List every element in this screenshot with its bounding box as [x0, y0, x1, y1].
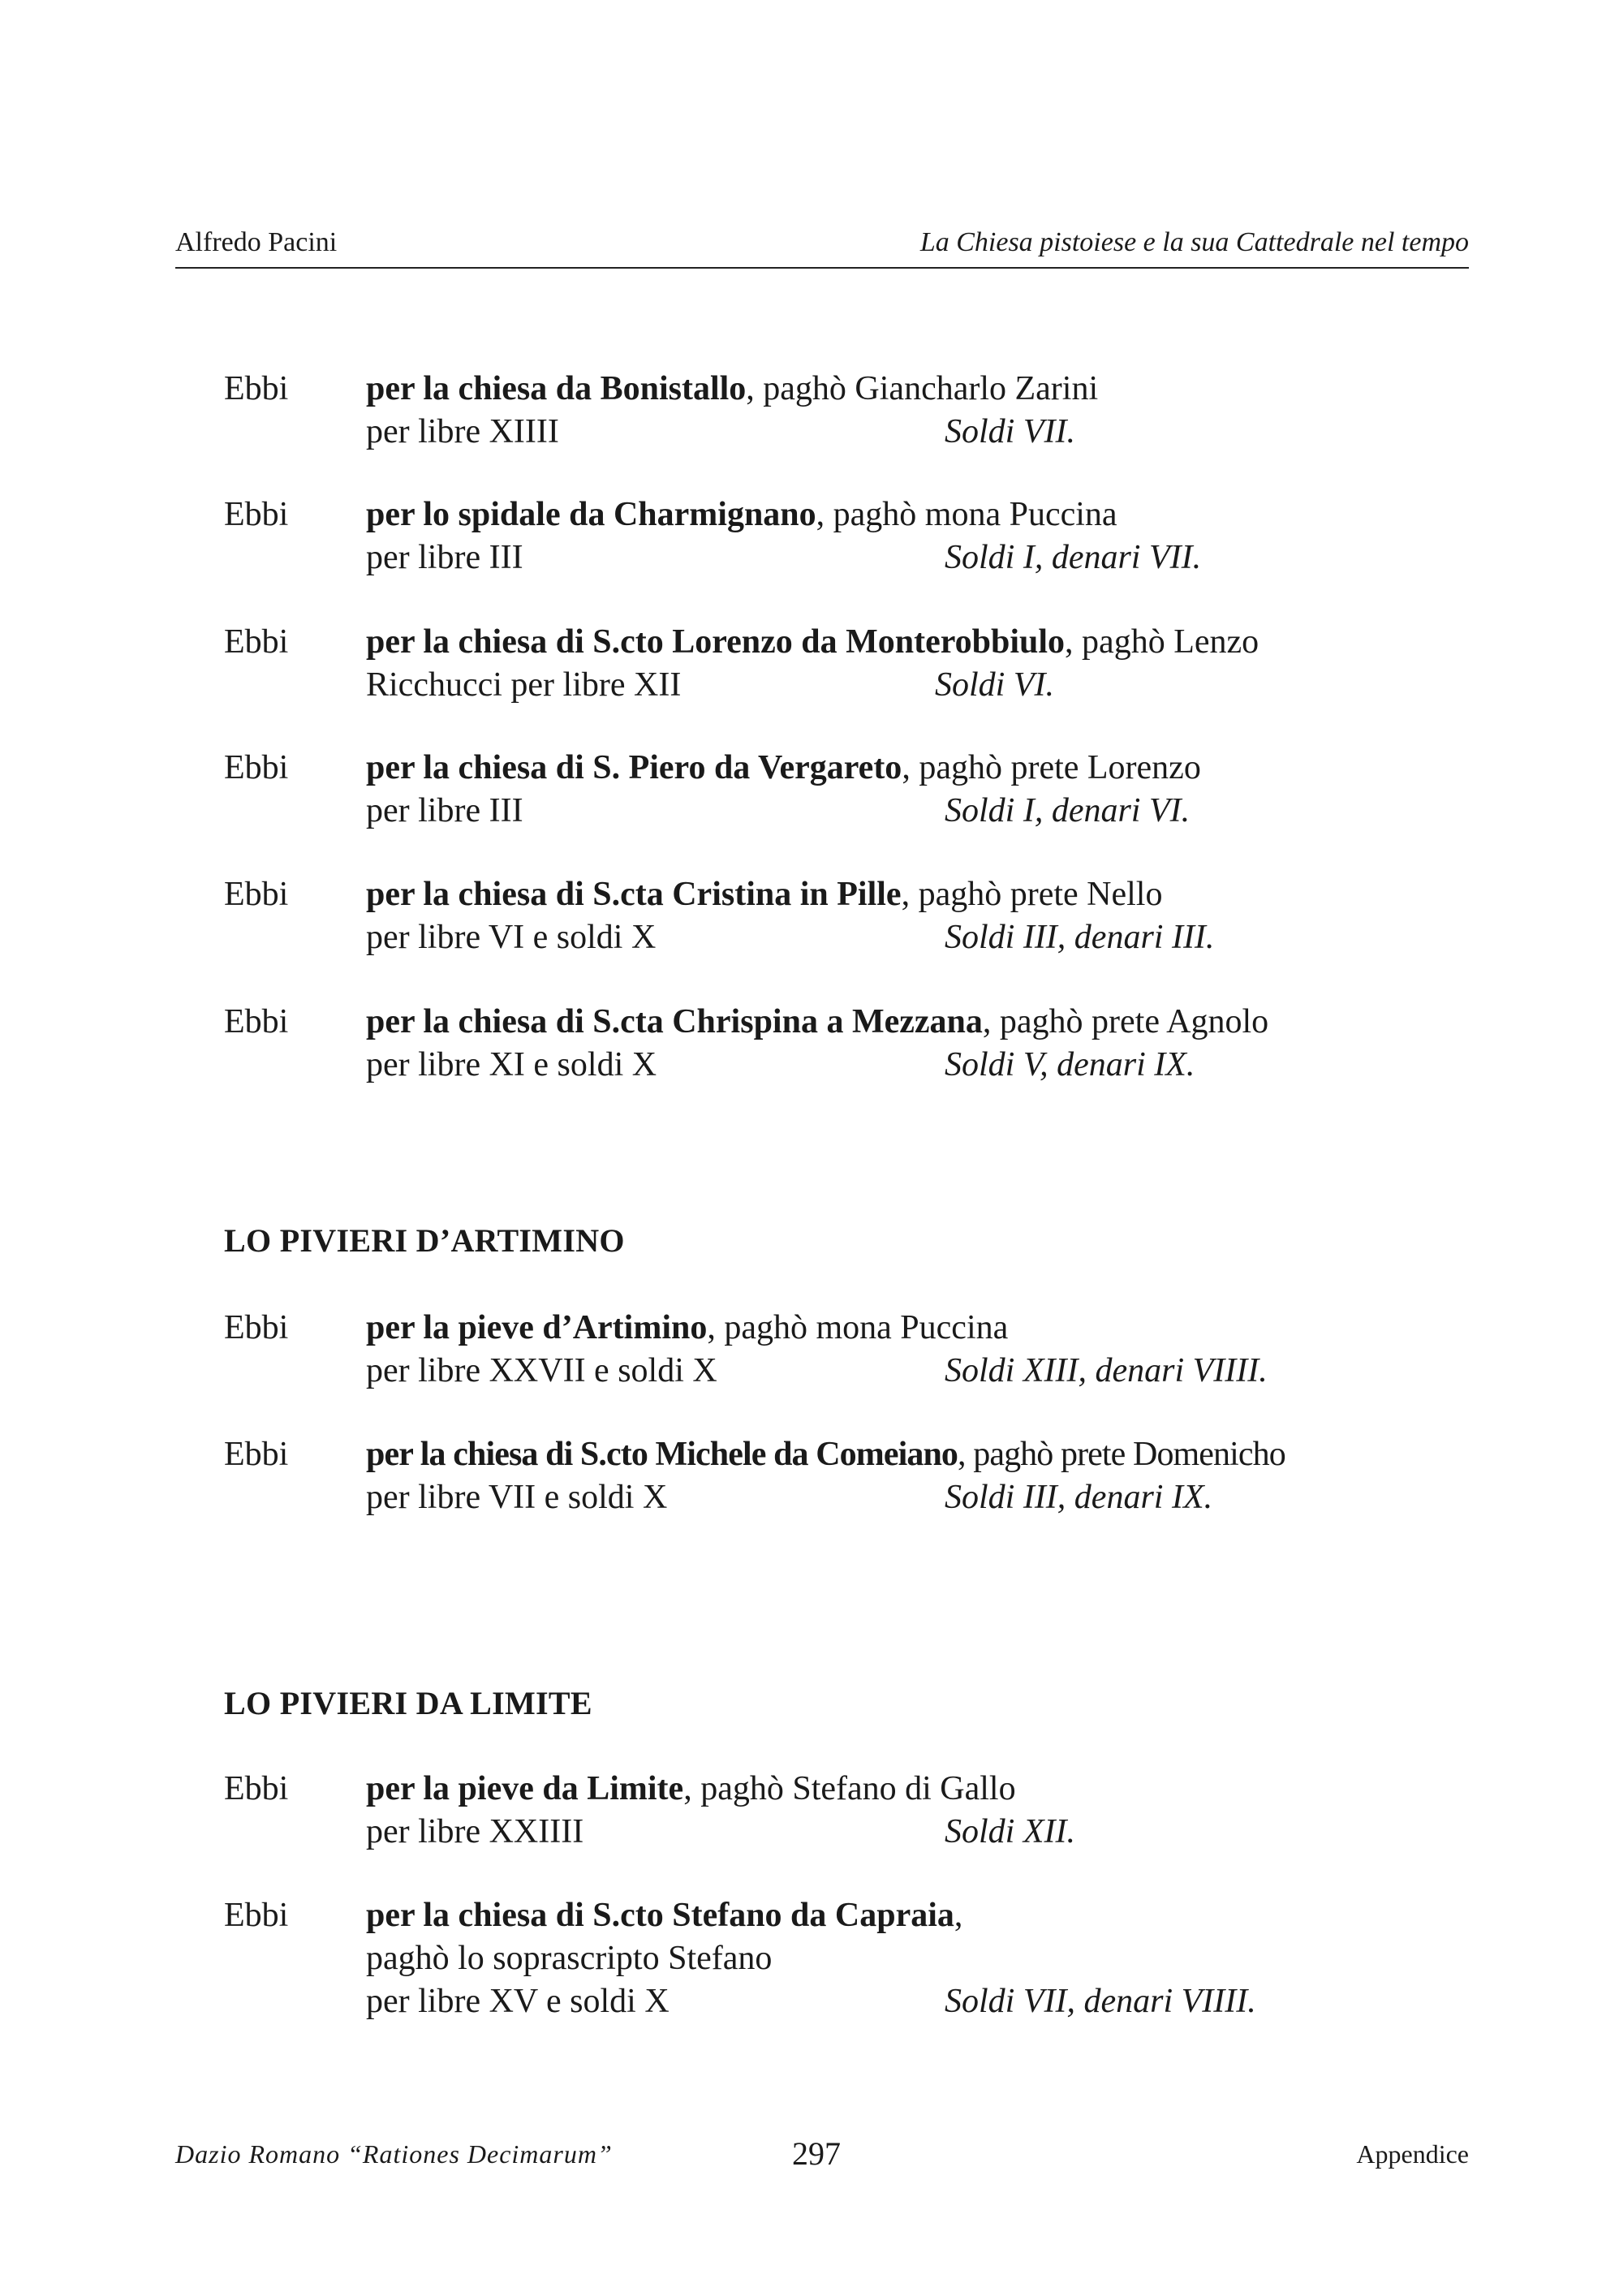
entry-rest-text: , paghò Lenzo: [1065, 623, 1259, 661]
entry-amount: Soldi VII.: [945, 413, 1075, 450]
entry-bold-text: per la chiesa di S.cto Michele da Comeiano: [366, 1436, 958, 1473]
entry-label: Ebbi: [224, 496, 289, 533]
page-number: 297: [792, 2135, 841, 2172]
entry-bold-text: per la pieve da Limite: [366, 1770, 684, 1807]
entry-bold-text: per la pieve d’Artimino: [366, 1309, 708, 1346]
entry-line-2: per libre VII e soldi X: [366, 1479, 668, 1516]
entry-amount: Soldi VI.: [935, 666, 1054, 704]
entry-line-1: [366, 1769, 1016, 1808]
header-title: La Chiesa pistoiese e la sua Cattedrale nel tempo: [919, 227, 1469, 257]
entry-line-2: per libre XXIIII: [366, 1813, 584, 1850]
entry-line-2: per libre VI e soldi X: [366, 919, 657, 956]
entry-rest-text: , paghò mona Puccina: [707, 1309, 1009, 1346]
entry-amount: Soldi XII.: [945, 1813, 1075, 1850]
entry-rest-text: , paghò mona Puccina: [816, 496, 1117, 533]
entry-label: Ebbi: [224, 876, 289, 913]
entry-bold-text: per lo spidale da Charmignano: [366, 496, 816, 533]
entry-amount: Soldi VII, denari VIIII.: [945, 1983, 1256, 2020]
entry-line-2: per libre III: [366, 539, 523, 576]
footer-section: Appendice: [1356, 2139, 1469, 2169]
entry-line-1: [366, 495, 1117, 534]
entry-line-2: per libre XI e soldi X: [366, 1046, 657, 1083]
entry-rest-text: , paghò prete Nello: [901, 876, 1163, 913]
entry-amount: Soldi XIII, denari VIIII.: [945, 1352, 1268, 1389]
entry-line-2: per libre XXVII e soldi X: [366, 1352, 717, 1389]
entry-amount: Soldi I, denari VII.: [945, 539, 1202, 576]
entry-line-1: [366, 369, 1098, 408]
entry-amount: Soldi I, denari VI.: [945, 792, 1191, 829]
entry-label: Ebbi: [224, 1309, 289, 1346]
page-header: [175, 227, 1469, 268]
header-author: Alfredo Pacini: [175, 227, 338, 257]
entry-line-3: per libre XV e soldi X: [366, 1983, 670, 2020]
entry-label: Ebbi: [224, 1003, 289, 1040]
entry-rest-text: , paghò prete Domenicho: [958, 1436, 1285, 1473]
entry-label: Ebbi: [224, 749, 289, 786]
entry-label: Ebbi: [224, 1897, 289, 1934]
entry-rest-text: , paghò Stefano di Gallo: [683, 1770, 1016, 1807]
entry-bold-text: per la chiesa di S.cta Chrispina a Mezzana: [366, 1003, 983, 1040]
entry-bold-text: per la chiesa di S.cto Lorenzo da Monterobbiulo: [366, 623, 1066, 661]
entry-rest-text: , paghò prete Lorenzo: [902, 749, 1201, 786]
entry-line-1: [366, 1896, 962, 1935]
entry-line-2: paghò lo soprascripto Stefano: [366, 1940, 773, 1977]
entry-bold-text: per la chiesa da Bonistallo: [366, 370, 747, 407]
entry-line-1: [366, 1308, 1008, 1347]
entry-line-1: [366, 622, 1259, 661]
entry-bold-text: per la chiesa di S. Piero da Vergareto: [366, 749, 902, 786]
entry-bold-text: per la chiesa di S.cta Cristina in Pille: [366, 876, 902, 913]
entry-line-1: [366, 1002, 1268, 1041]
entry-label: Ebbi: [224, 1770, 289, 1807]
entry-line-1: [366, 875, 1162, 914]
entry-amount: Soldi V, denari IX.: [945, 1046, 1195, 1083]
page-footer: [175, 2134, 1469, 2183]
entry-rest-text: ,: [954, 1897, 963, 1934]
entry-line-2: Ricchucci per libre XII: [366, 666, 682, 704]
footer-source: Dazio Romano “Rationes Decimarum”: [175, 2139, 613, 2169]
entry-rest-text: , paghò Giancharlo Zarini: [746, 370, 1099, 407]
entry-label: Ebbi: [224, 623, 289, 661]
section-heading-artimino: LO PIVIERI D’ARTIMINO: [224, 1222, 625, 1259]
section-heading-limite: LO PIVIERI DA LIMITE: [224, 1685, 592, 1721]
entry-label: Ebbi: [224, 370, 289, 407]
entry-line-2: per libre III: [366, 792, 523, 829]
entry-rest-text: , paghò prete Agnolo: [982, 1003, 1269, 1040]
header-rule: [175, 267, 1469, 269]
entry-bold-text: per la chiesa di S.cto Stefano da Capraia: [366, 1897, 954, 1934]
entry-line-2: per libre XIIII: [366, 413, 559, 450]
entry-amount: Soldi III, denari III.: [945, 919, 1215, 956]
entry-label: Ebbi: [224, 1436, 289, 1473]
entry-line-1: [366, 1435, 1285, 1474]
entry-line-1: [366, 748, 1201, 787]
entry-amount: Soldi III, denari IX.: [945, 1479, 1213, 1516]
